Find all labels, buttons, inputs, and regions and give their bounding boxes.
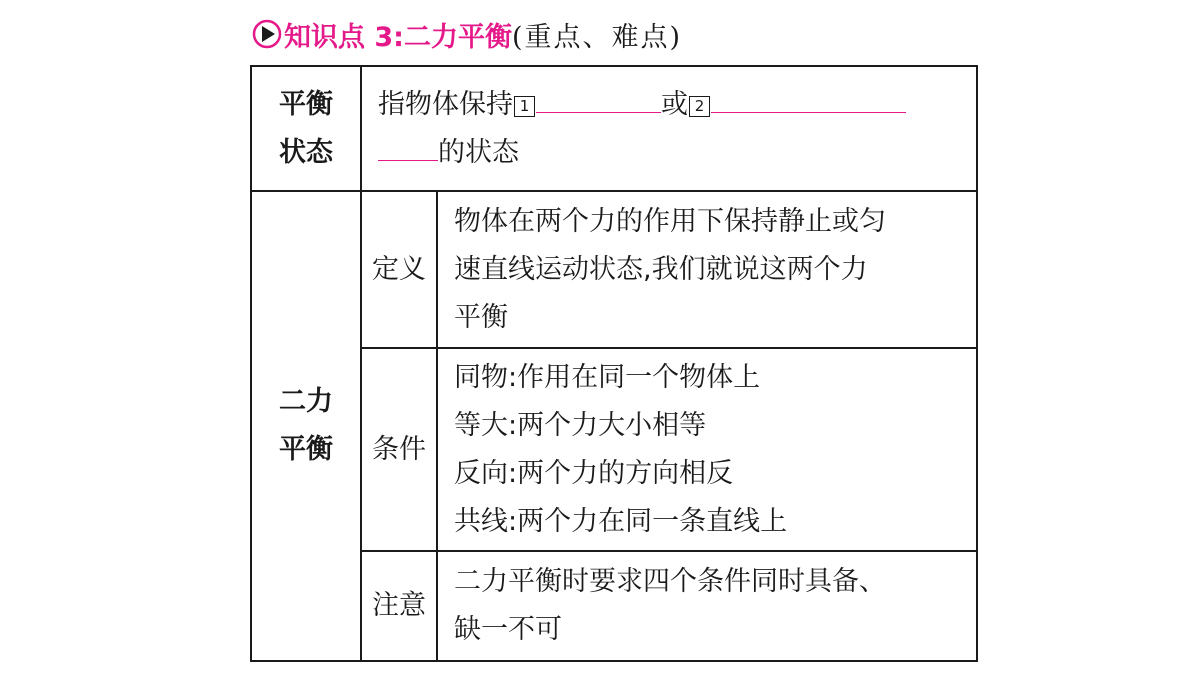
note-content: 二力平衡时要求四个条件同时具备、 缺一不可: [437, 551, 977, 661]
label-definition: 定义: [361, 191, 437, 348]
knowledge-table: [250, 65, 978, 662]
head-two-force-balance: 二力 平衡: [251, 191, 361, 661]
table-row-balance-state: [251, 66, 977, 191]
label-conditions: 条件: [361, 348, 437, 551]
blank-number-2: 2: [689, 96, 710, 117]
play-icon: [252, 19, 282, 49]
answer-blank-1[interactable]: [536, 86, 661, 113]
balance-state-content: 指物体保持 1 或 2 的状态: [361, 66, 977, 191]
section-title: [252, 14, 682, 54]
conditions-content: 同物:作用在同一个物体上 等大:两个力大小相等 反向:两个力的方向相反 共线:两个力在同一条直线上: [437, 348, 977, 551]
answer-blank-2[interactable]: [711, 86, 906, 113]
title-paren: (重点、难点): [511, 21, 683, 53]
title-main: 知识点 3:二力平衡: [284, 21, 512, 53]
answer-blank-2-continued[interactable]: [378, 134, 438, 161]
label-note: 注意: [361, 551, 437, 661]
definition-content: 物体在两个力的作用下保持静止或匀 速直线运动状态,我们就说这两个力 平衡: [437, 191, 977, 348]
table-row-definition: [251, 191, 977, 348]
head-balance-state: 平衡 状态: [251, 66, 361, 191]
blank-number-1: 1: [514, 96, 535, 117]
